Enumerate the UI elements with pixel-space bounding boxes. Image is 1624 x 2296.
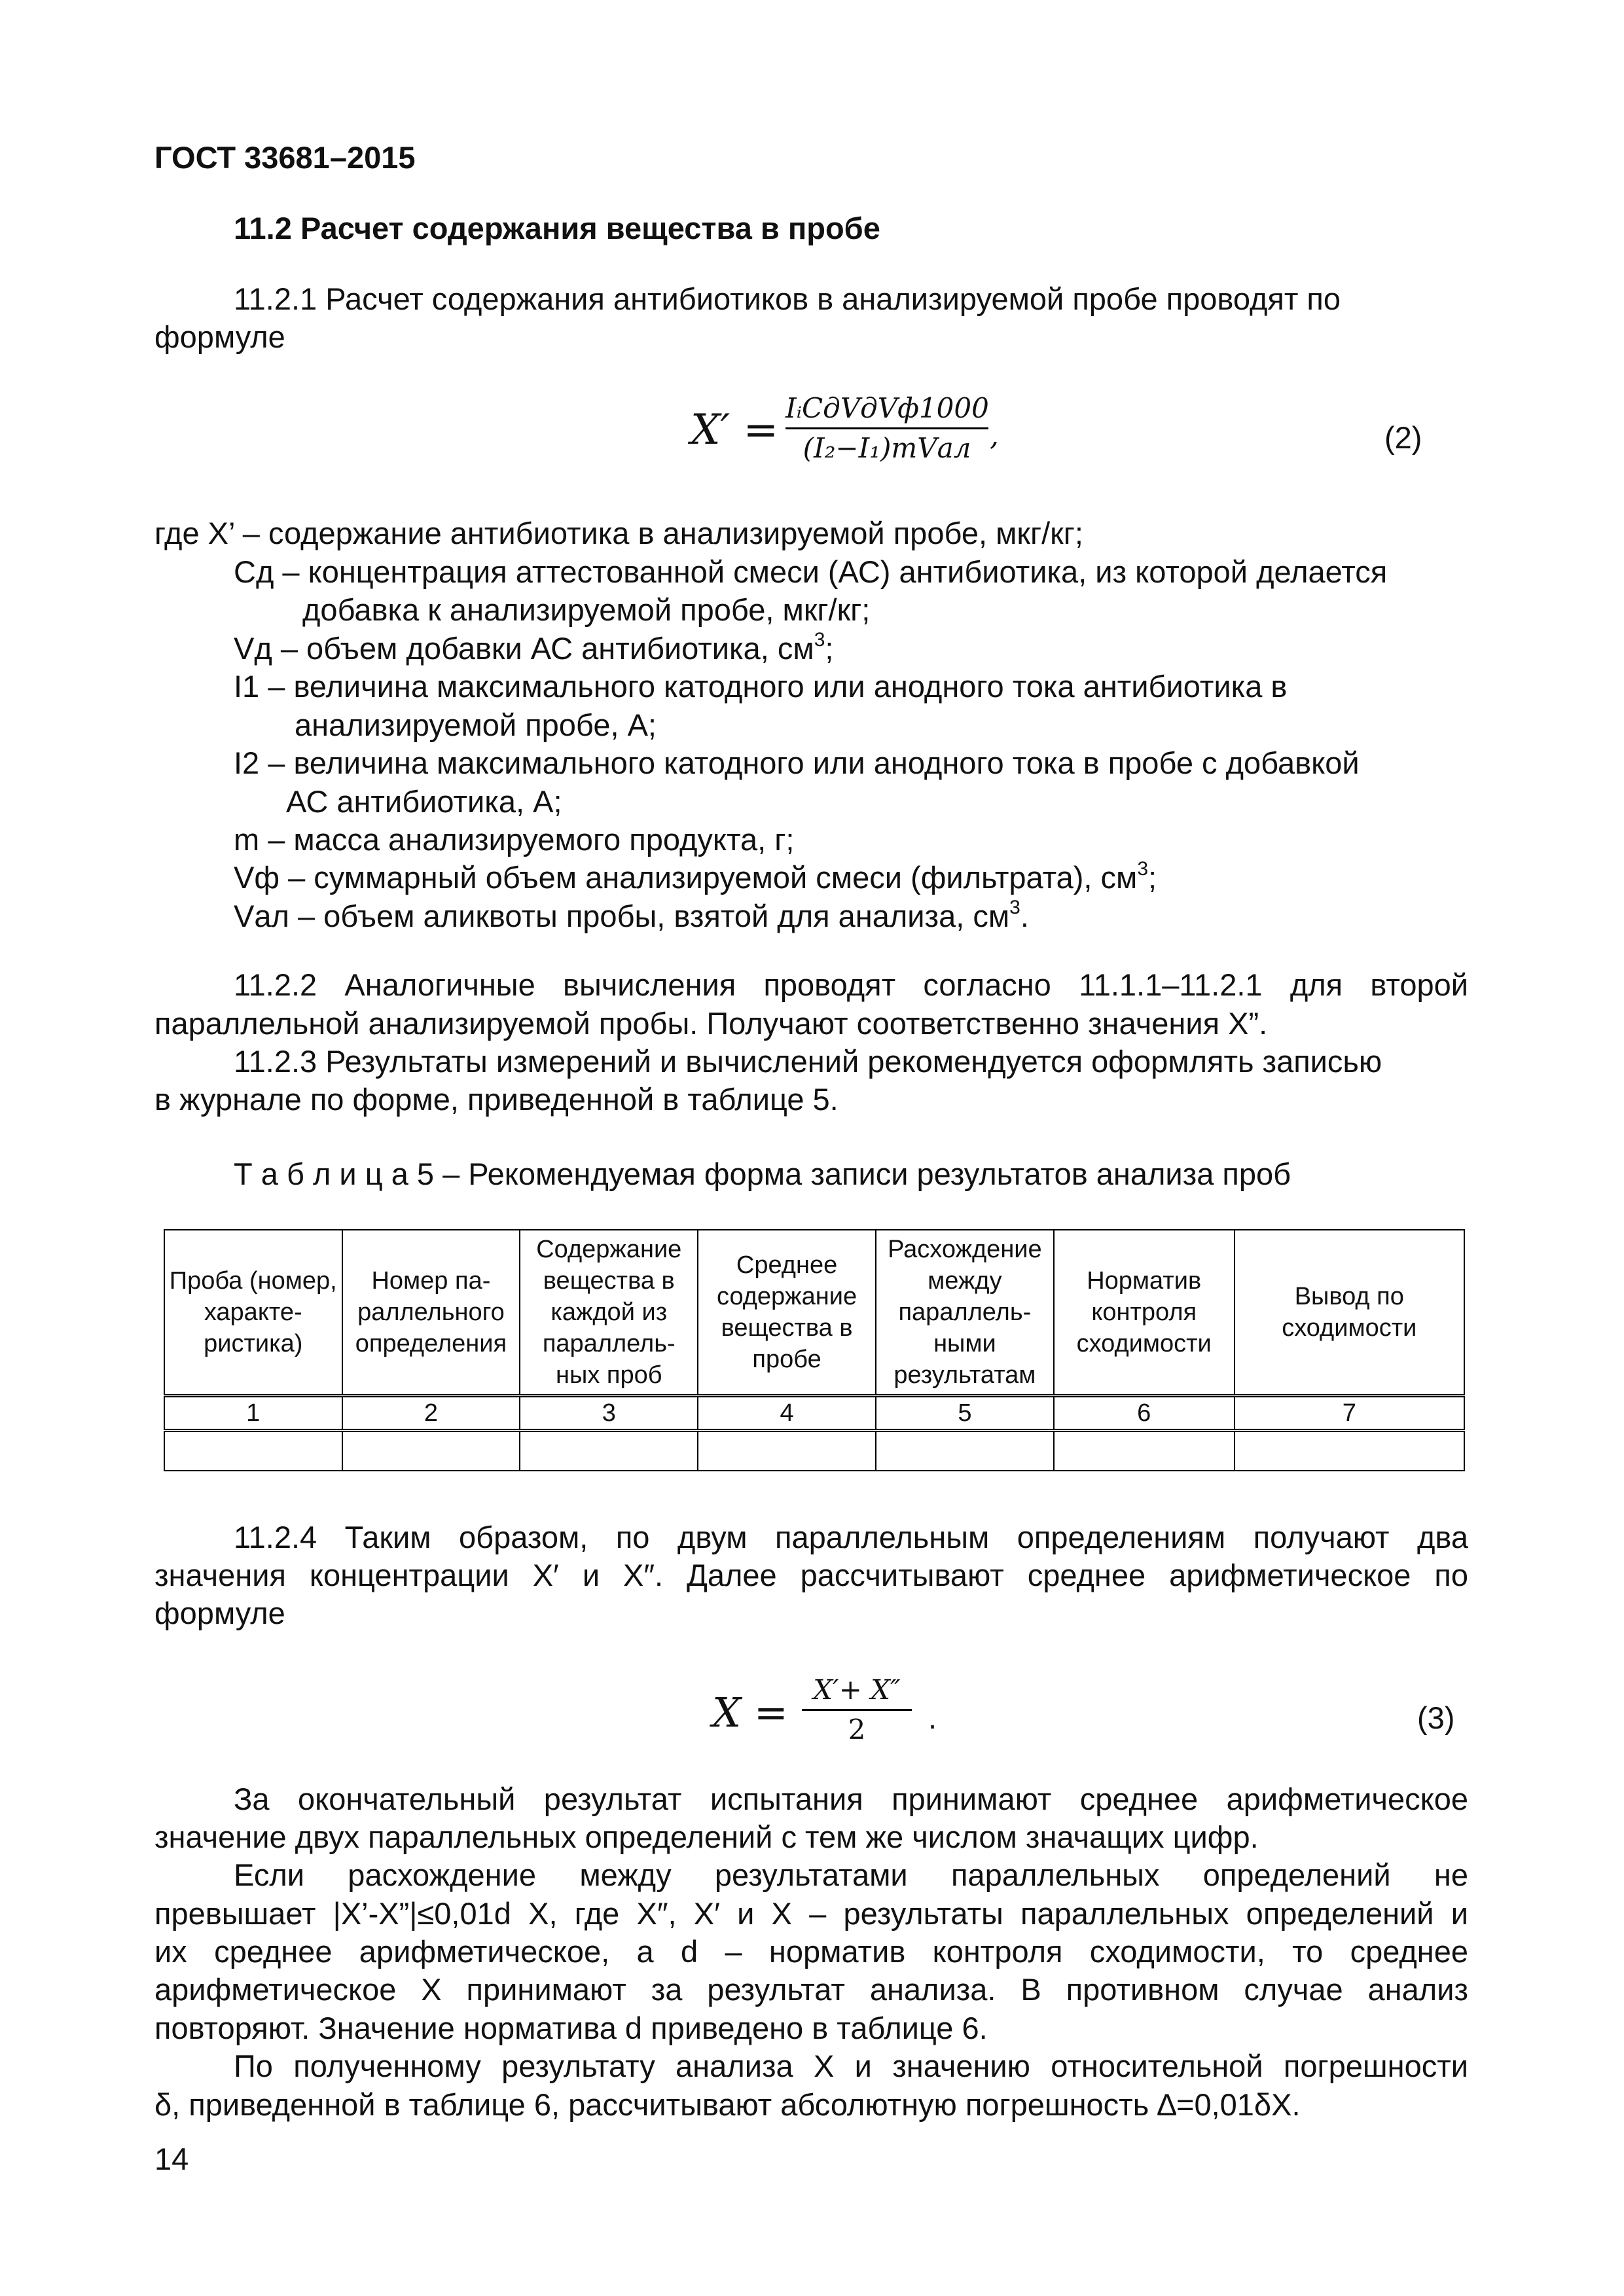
section-title: 11.2 Расчет содержания вещества в пробе bbox=[234, 211, 880, 245]
formula-3-dot: . bbox=[928, 1700, 937, 1735]
table5-empty-cell bbox=[342, 1431, 520, 1471]
final-a-line2: значение двух параллельных определений с тем же числом значащих цифр. bbox=[154, 1820, 1259, 1854]
where-i1-line1: I1 – величина максимального катодного или анодного тока антибиотика в bbox=[234, 669, 1288, 704]
table5-header-cell: Содержание вещества в каждой из параллель-ных проб bbox=[520, 1230, 698, 1396]
table5-empty-row bbox=[164, 1431, 1464, 1471]
where-i1-line2: анализируемой пробе, А; bbox=[295, 708, 657, 742]
paragraph-11-2-4-line3: формуле bbox=[154, 1596, 285, 1630]
table5-header-cell: Номер па-раллельного определения bbox=[342, 1230, 520, 1396]
final-b-line1: Если расхождение между результатами параллельных определений не bbox=[234, 1857, 1468, 1892]
table5-number-cell: 3 bbox=[520, 1396, 698, 1431]
final-b-line5: повторяют. Значение норматива d приведено в таблице 6. bbox=[154, 2011, 988, 2045]
final-b-line3: их среднее арифметическое, а d – норматив контроля сходимости, то среднее bbox=[154, 1934, 1468, 1969]
where-val: Vал – объем аликвоты пробы, взятой для анализа, $см^3$. bbox=[234, 897, 1029, 933]
table5-empty-cell bbox=[876, 1431, 1054, 1471]
formula-2-denominator: (I₂−I₁)mVал bbox=[803, 432, 971, 464]
formula-2-comma: , bbox=[990, 419, 999, 452]
table5-empty-cell bbox=[1235, 1431, 1464, 1471]
paragraph-11-2-1-line2: формуле bbox=[154, 319, 285, 354]
paragraph-11-2-4-line1: 11.2.4 Таким образом, по двум параллельным определениям получают два bbox=[234, 1520, 1468, 1554]
table5-header-cell: Вывод по сходимости bbox=[1235, 1230, 1464, 1396]
formula-2-lhs: X′ = bbox=[691, 406, 779, 454]
formula-3-denominator: 2 bbox=[848, 1713, 866, 1746]
formula-3-numerator: X′+ X″ bbox=[813, 1674, 901, 1706]
where-vd: Vд – объем добавки АС антибиотика, $см^3$; bbox=[234, 629, 834, 666]
where-lead: где X’ – содержание антибиотика в анализируемой пробе, мкг/кг; bbox=[154, 516, 1083, 550]
table5 bbox=[164, 1229, 1465, 1471]
paragraph-11-2-3-line1: 11.2.3 Результаты измерений и вычислений рекомендуется оформлять записью bbox=[234, 1044, 1382, 1079]
where-cd-line1: Cд – концентрация аттестованной смеси (АС) антибиотика, из которой делается bbox=[234, 554, 1388, 589]
table5-empty-cell bbox=[520, 1431, 698, 1471]
final-b-line4: арифметическое X принимают за результат анализа. В противном случае анализ bbox=[154, 1972, 1468, 2007]
table5-number-cell: 2 bbox=[342, 1396, 520, 1431]
table5-empty-cell bbox=[698, 1431, 876, 1471]
table5-header-cell: Проба (номер, характе-ристика) bbox=[164, 1230, 342, 1396]
table5-number-cell: 6 bbox=[1054, 1396, 1235, 1431]
where-m: m – масса анализируемого продукта, г; bbox=[234, 822, 795, 857]
table5-number-row bbox=[164, 1396, 1464, 1431]
formula-2-numerator: IᵢCдVдVф1000 bbox=[785, 392, 989, 424]
formula-3-number: (3) bbox=[1417, 1700, 1455, 1735]
table5-header-row bbox=[164, 1230, 1464, 1396]
table5-header-cell: Норматив контроля сходимости bbox=[1054, 1230, 1235, 1396]
where-i2-line1: I2 – величина максимального катодного или анодного тока в пробе с добавкой bbox=[234, 745, 1360, 780]
final-c-line1: По полученному результату анализа X и значению относительной погрешности bbox=[234, 2049, 1468, 2083]
formula-3-fraction bbox=[802, 1671, 912, 1749]
paragraph-11-2-2-line1: 11.2.2 Аналогичные вычисления проводят согласно 11.1.1–11.2.1 для второй bbox=[234, 967, 1468, 1002]
where-i2-line2: АС антибиотика, А; bbox=[286, 784, 562, 819]
table5-caption: Т а б л и ц а 5 – Рекомендуемая форма записи результатов анализа проб bbox=[234, 1157, 1291, 1191]
table5-empty-cell bbox=[1054, 1431, 1235, 1471]
paragraph-11-2-4-line2: значения концентрации X′ и X″. Далее рассчитывают среднее арифметическое по bbox=[154, 1558, 1468, 1592]
final-a-line1: За окончательный результат испытания принимают среднее арифметическое bbox=[234, 1782, 1468, 1816]
paragraph-11-2-1-line1: 11.2.1 Расчет содержания антибиотиков в анализируемой пробе проводят по bbox=[234, 281, 1341, 316]
table5-empty-cell bbox=[164, 1431, 342, 1471]
formula-3-lhs: X = bbox=[712, 1689, 788, 1736]
final-c-line2: δ, приведенной в таблице 6, рассчитывают абсолютную погрешность ∆=0,01δX. bbox=[154, 2087, 1301, 2122]
table5-header-cell: Расхождение между параллель-ными результатам bbox=[876, 1230, 1054, 1396]
where-cd-line2: добавка к анализируемой пробе, мкг/кг; bbox=[302, 592, 871, 627]
page-number: 14 bbox=[154, 2142, 189, 2176]
table5-number-cell: 1 bbox=[164, 1396, 342, 1431]
standard-header: ГОСТ 33681–2015 bbox=[154, 140, 416, 175]
table5-number-cell: 5 bbox=[876, 1396, 1054, 1431]
final-b-line2: превышает |X’-X”|≤0,01d X, где X″, X′ и X – результаты параллельных определений и bbox=[154, 1896, 1468, 1931]
formula-2-number: (2) bbox=[1384, 420, 1422, 455]
table5-number-cell: 4 bbox=[698, 1396, 876, 1431]
paragraph-11-2-2-line2: параллельной анализируемой пробы. Получают соответственно значения X”. bbox=[154, 1006, 1268, 1041]
formula-2-fraction bbox=[785, 389, 988, 467]
where-vf: Vф – суммарный объем анализируемой смеси (фильтрата), $см^3$; bbox=[234, 858, 1157, 895]
table5-number-cell: 7 bbox=[1235, 1396, 1464, 1431]
paragraph-11-2-3-line2: в журнале по форме, приведенной в таблице 5. bbox=[154, 1082, 839, 1117]
table5-header-cell: Среднее содержание вещества в пробе bbox=[698, 1230, 876, 1396]
